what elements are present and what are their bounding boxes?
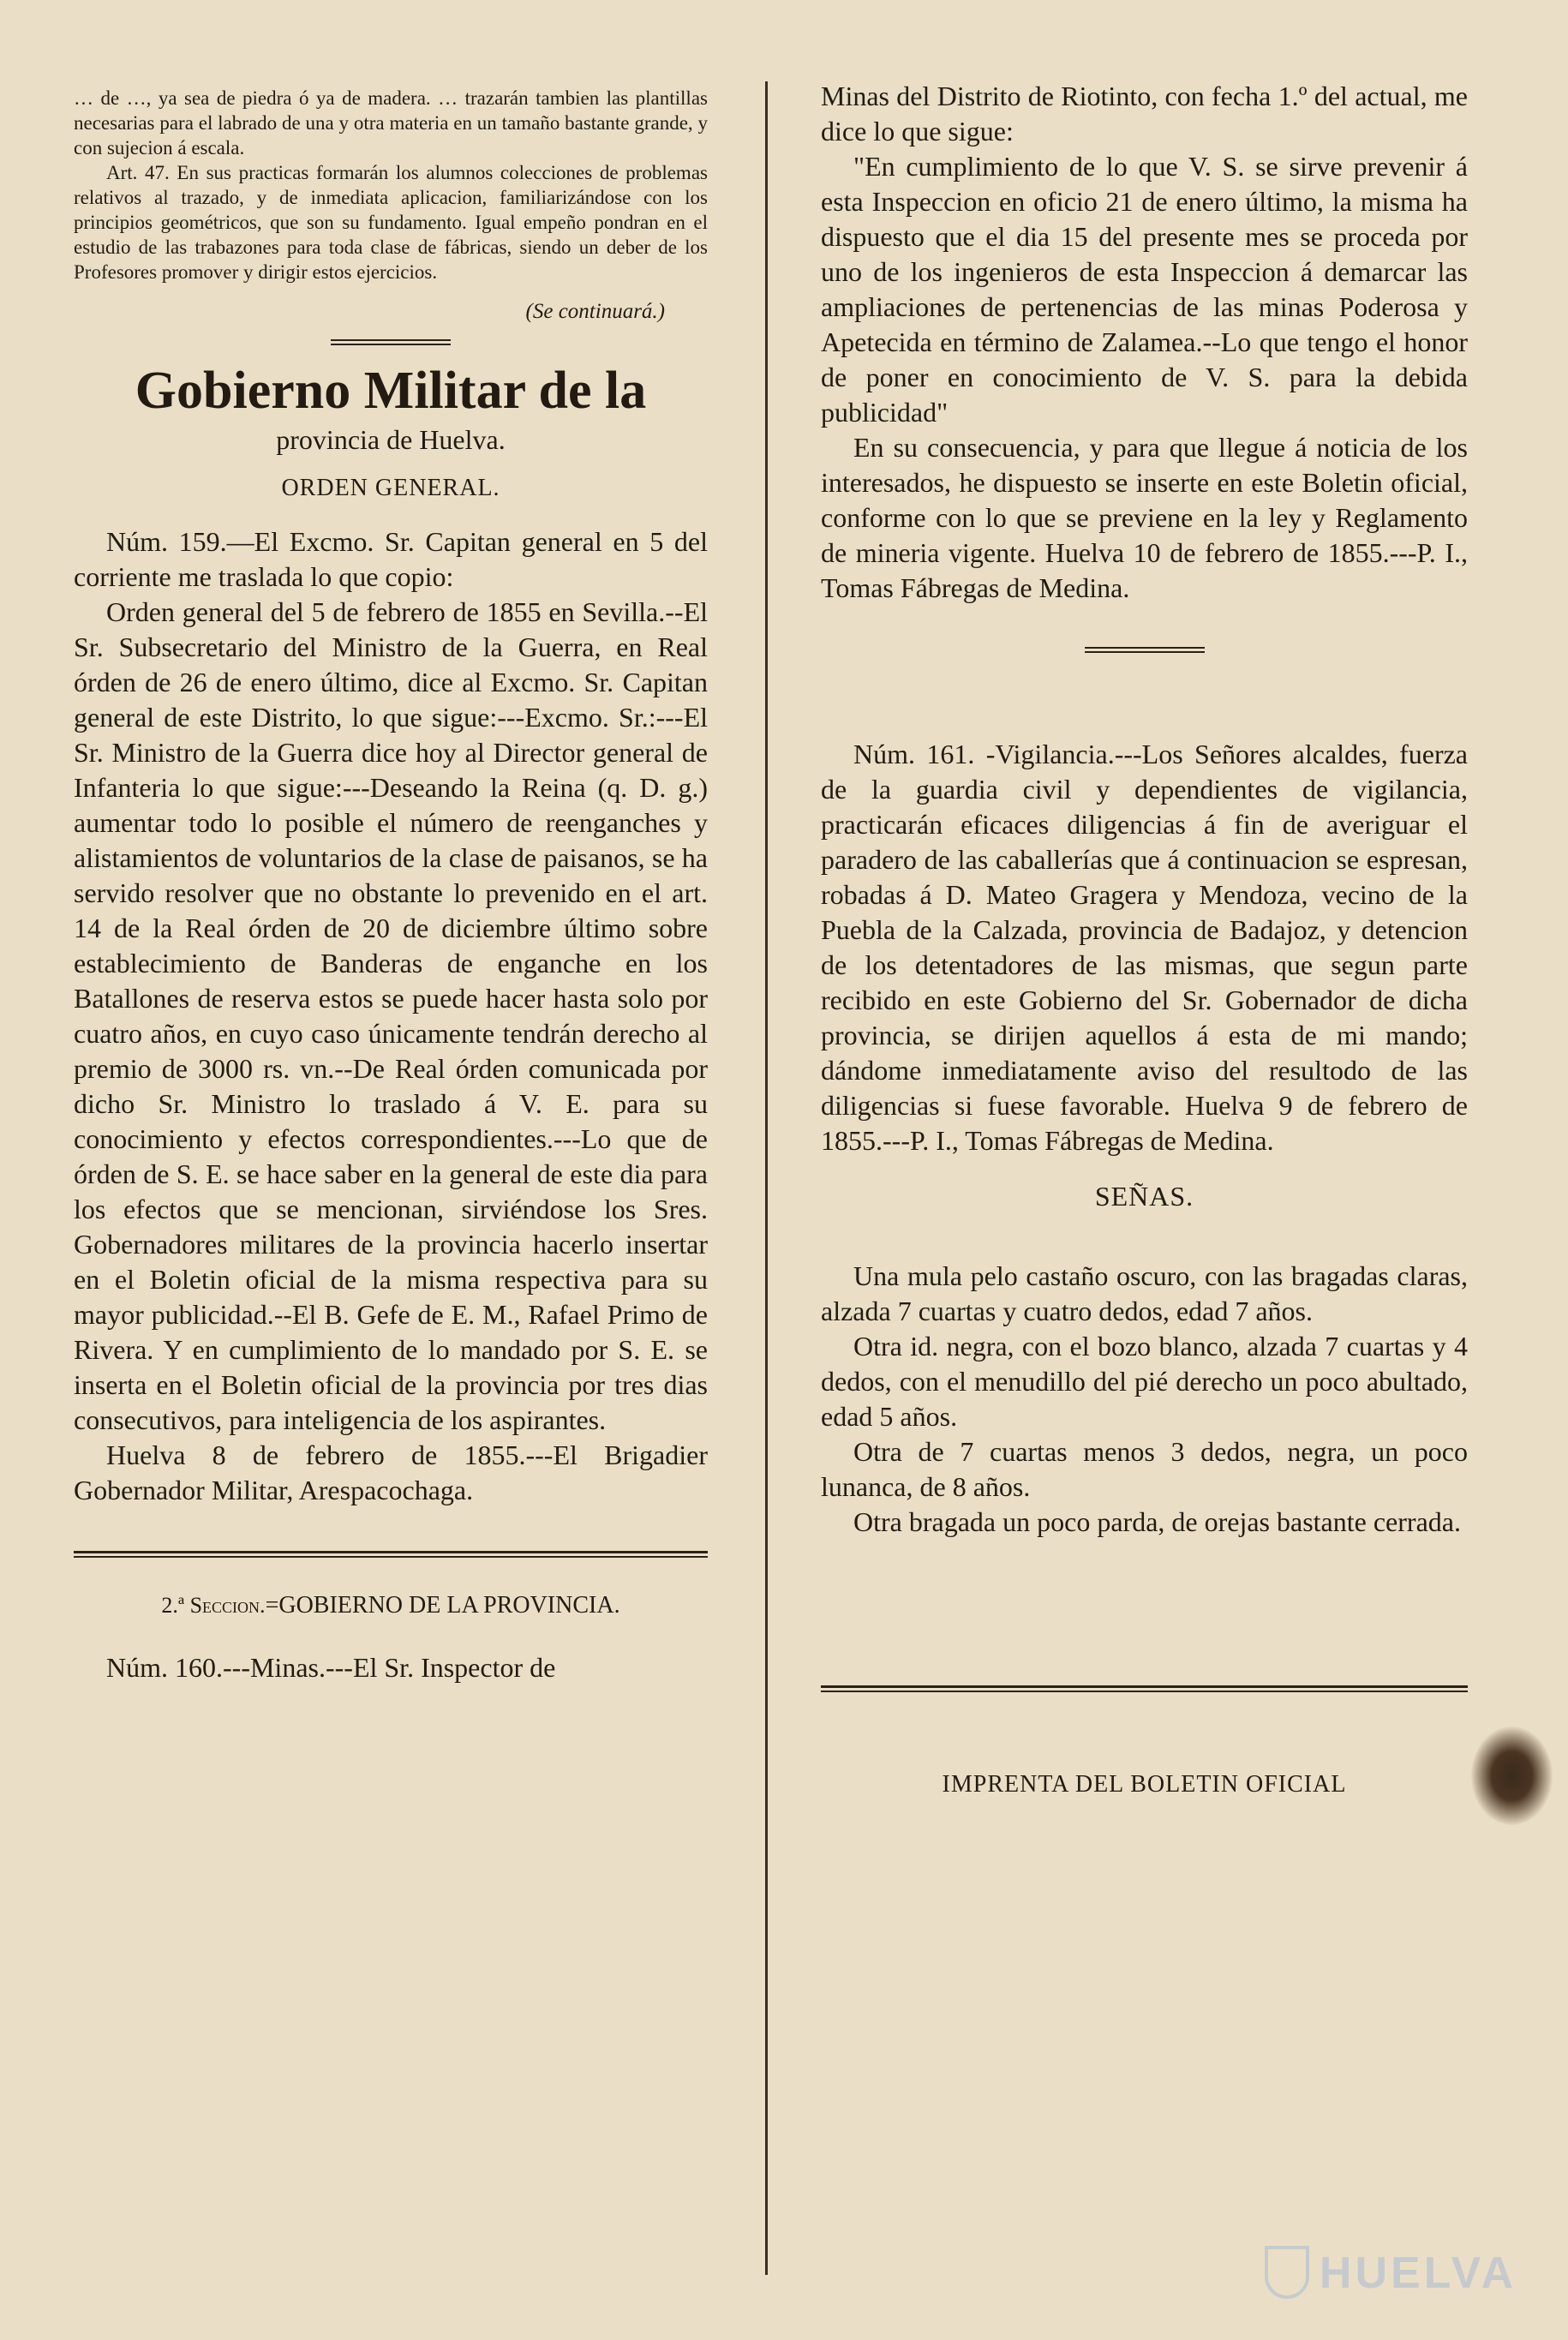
left-column (74, 86, 708, 1685)
section-rule (331, 339, 451, 345)
orden-general-heading: ORDEN GENERAL. (281, 475, 500, 501)
list-item: Otra de 7 cuartas menos 3 dedos, negra, un poco lunanca, de 8 años. (821, 1436, 1468, 1502)
ink-stain (1471, 1727, 1553, 1825)
section-rule (74, 1551, 708, 1558)
article-paragraph: Orden general del 5 de febrero de 1855 en Sevilla.--El Sr. Subsecretario del Ministro de la Guerra, en Real órden de 26 de enero último, dice al Excmo. Sr. Capitan general de este Distrito, lo que sigue:---Excmo. Sr.:---El Sr. Ministro de la Guerra dice hoy al Director general de Infanteria lo que sigue:---Deseando la Reina (q. D. g.) aumentar todo lo posible el número de reenganches y alistamientos de voluntarios de la clase de paisanos, se ha servido resolver que no obstante lo prevenido en el art. 14 de la Real órden de 20 de diciembre último sobre establecimiento de Banderas de enganche en los Batallones de reserva estos se puede hacer hasta solo por cuatro años, en cuyo caso únicamente tendrán derecho al premio de 3000 rs. vn.--De Real órden comunicada por dicho Sr. Ministro lo traslado á V. E. para su conocimiento y efectos correspondientes.---Lo que de órden de S. E. se hace saber en la general de este dia para los efectos que se mencionan, sirviéndose los Sres. Gobernadores militares de la provincia hacerlo insertar en el Boletin oficial de la misma respectiva para su mayor publicidad.--El B. Gefe de E. M., Rafael Primo de Rivera. Y en cumplimiento de lo mandado por S. E. se inserta en el Boletin oficial de la provincia por tres dias consecutivos, para inteligencia de los aspirantes. (74, 596, 708, 1435)
senas-heading: SEÑAS. (1094, 1181, 1194, 1212)
article-47-paragraph: Art. 47. En sus practicas formarán los alumnos colecciones de problemas relativos al trazado, y de inmediata aplicacion, familiarizándose con los principios geométricos, que son su fundamento. Igual empeño pondran en el estudio de las trabazones para toda clase de fábricas, siendo un deber de los Profesores promover y dirigir estos ejercicios. (74, 162, 708, 283)
watermark-text: HUELVA (1319, 2248, 1517, 2298)
section-subtitle: provincia de Huelva. (276, 424, 506, 455)
list-item: Una mula pelo castaño oscuro, con las bragadas claras, alzada 7 cuartas y cuatro dedos, edad 7 años. (821, 1260, 1468, 1326)
archive-watermark (1234, 2246, 1517, 2306)
list-item: Otra bragada un poco parda, de orejas bastante cerrada. (853, 1506, 1461, 1537)
section-rule (1085, 647, 1205, 653)
article-paragraph: … de …, ya sea de piedra ó ya de madera. … trazarán tambien las plantillas necesarias para el labrado de una y otra materia en un tamaño bastante grande, y con sujecion á escala. (74, 87, 708, 159)
column-divider (765, 81, 768, 2275)
section-rule (821, 1685, 1468, 1692)
list-item: Otra id. negra, con el bozo blanco, alzada 7 cuartas y 4 dedos, con el menudillo del pié derecho un poco abultado, edad 5 años. (821, 1331, 1468, 1432)
right-column (821, 79, 1468, 1798)
num-160-article-start (74, 1650, 708, 1685)
seccion-number: 2.ª Seccion. (161, 1593, 266, 1618)
num-159-article (74, 524, 708, 1508)
seccion-title: =GOBIERNO DE LA PROVINCIA. (265, 1592, 620, 1619)
article-paragraph: Núm. 159.—El Excmo. Sr. Capitan general en 5 del corriente me traslada lo que copio: (74, 526, 708, 592)
article-paragraph: Minas del Distrito de Riotinto, con fecha 1.º del actual, me dice lo que sigue: (821, 81, 1468, 147)
num-161-article (821, 737, 1468, 1158)
num-160-article (821, 79, 1468, 606)
continued-note: (Se continuará.) (525, 300, 665, 323)
article-paragraph: Núm. 161. -Vigilancia.---Los Señores alcaldes, fuerza de la guardia civil y dependientes de vigilancia, practicarán eficaces diligencias á fin de averiguar el paradero de las caballerías que á continuacion se espresan, robadas á D. Mateo Gragera y Mendoza, vecino de la Puebla de la Calzada, provincia de Badajoz, y detencion de los detentadores de las mismas, que segun parte recibido en este Gobierno del Sr. Gobernador de dicha provincia, se dirijen aquellos á esta de mi mando; dándome inmediatamente aviso del resultodo de las diligencias si fuese favorable. Huelva 9 de febrero de 1855.---P. I., Tomas Fábregas de Medina. (821, 739, 1468, 1156)
article-paragraph: "En cumplimiento de lo que V. S. se sirve prevenir á esta Inspeccion en oficio 21 de enero último, la misma ha dispuesto que el dia 15 del presente mes se proceda por uno de los ingenieros de esta Inspeccion á demarcar las ampliaciones de pertenencias de las minas Poderosa y Apetecida en término de Zalamea.--Lo que tengo el honor de poner en conocimiento de V. S. para la debida publicidad" (821, 151, 1468, 428)
article-paragraph: En su consecuencia, y para que llegue á noticia de los interesados, he dispuesto se inserte en este Boletin oficial, conforme con lo que se previene en la ley y Reglamento de mineria vigente. Huelva 10 de febrero de 1855.---P. I., Tomas Fábregas de Medina. (821, 432, 1468, 603)
article-paragraph: Huelva 8 de febrero de 1855.---El Brigadier Gobernador Militar, Arespacochaga. (74, 1439, 708, 1505)
article-paragraph: Núm. 160.---Minas.---El Sr. Inspector de (106, 1652, 556, 1683)
crest-icon (1265, 2246, 1309, 2299)
seccion-heading (74, 1592, 708, 1619)
continued-article (74, 86, 708, 284)
section-title: Gobierno Militar de la (135, 362, 647, 420)
printer-imprint: IMPRENTA DEL BOLETIN OFICIAL (942, 1771, 1347, 1798)
senas-list (821, 1259, 1468, 1540)
